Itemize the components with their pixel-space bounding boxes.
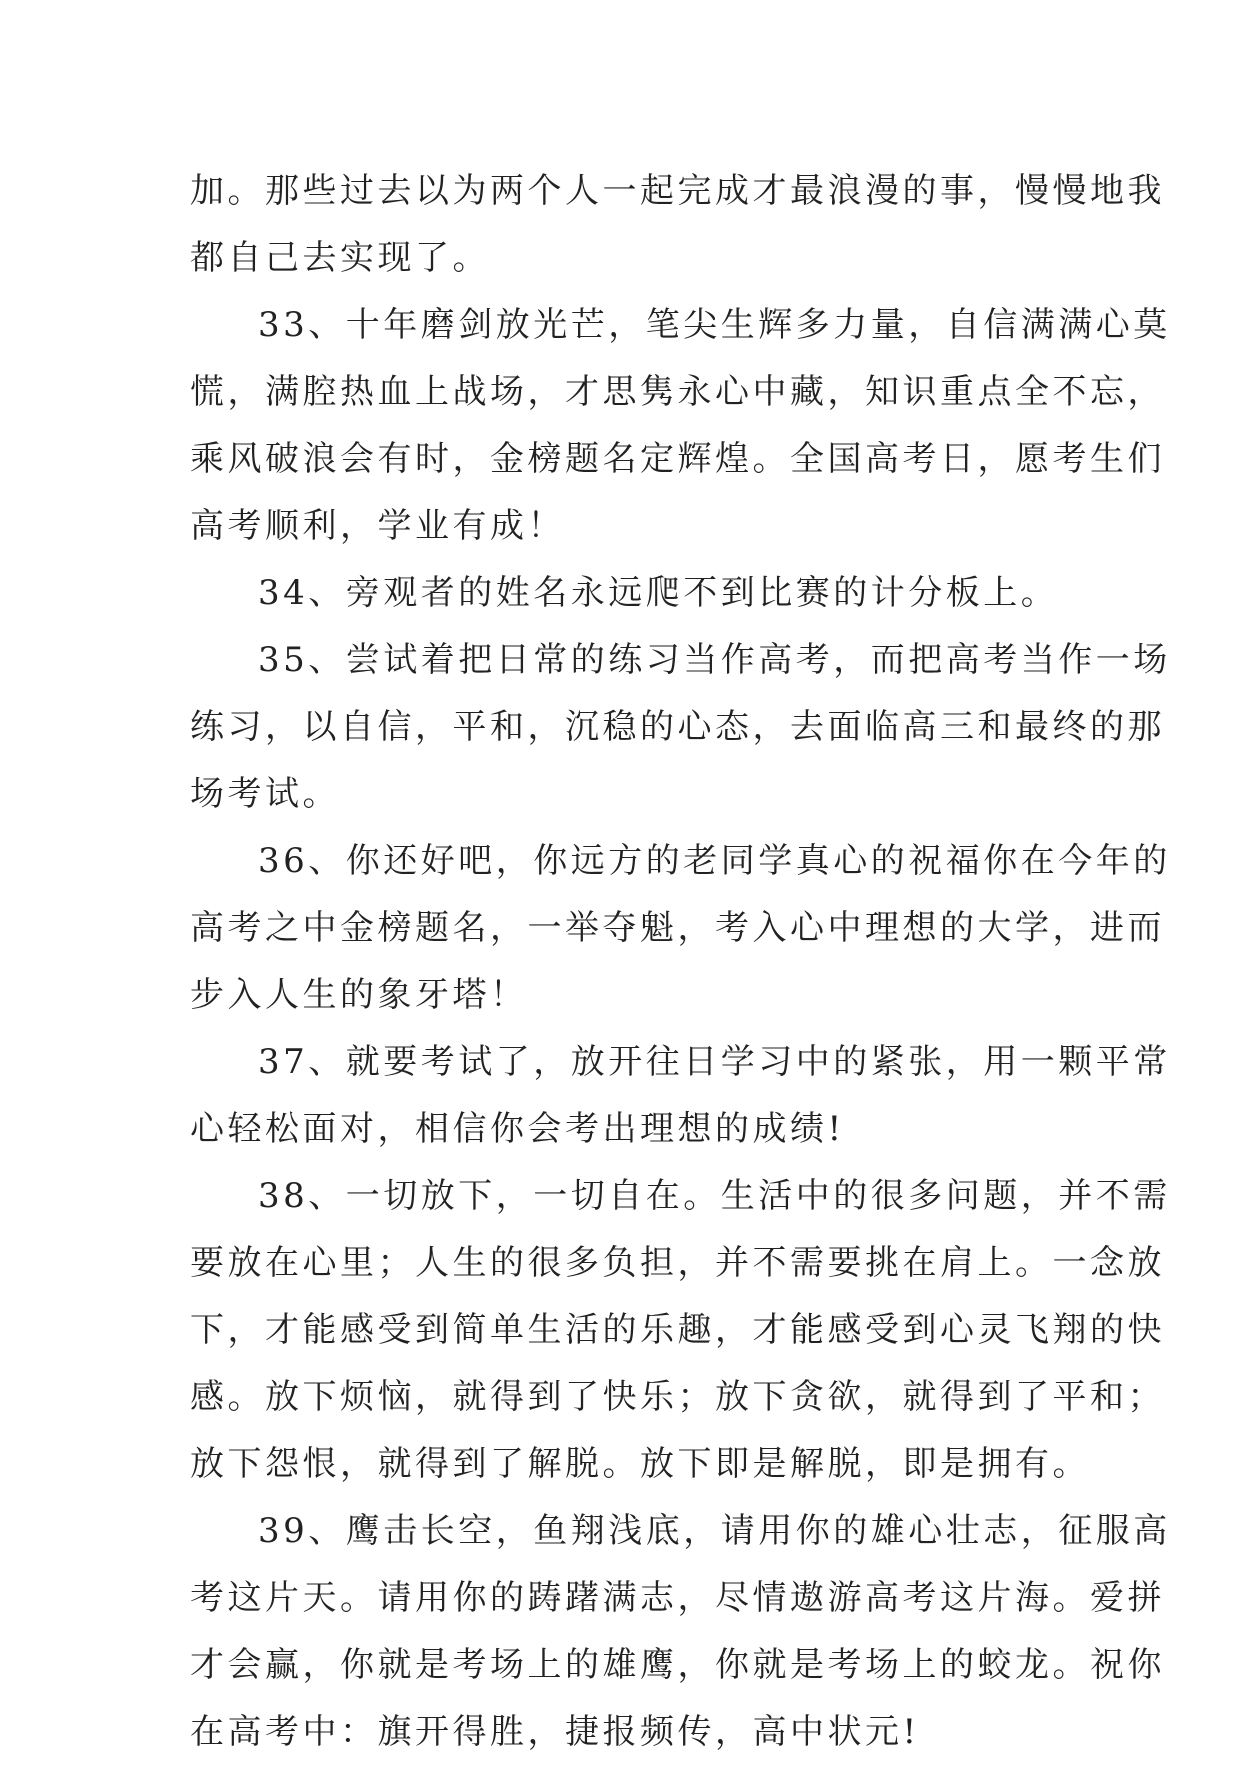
text-line: 都自己去实现了。	[190, 238, 490, 278]
text-line: 心轻松面对，相信你会考出理想的成绩!	[190, 1109, 845, 1149]
text-line: 33、十年磨剑放光芒，笔尖生辉多力量，自信满满心莫	[258, 305, 1171, 345]
text-line: 慌，满腔热血上战场，才思隽永心中藏，知识重点全不忘，	[190, 372, 1165, 412]
text-line: 加。那些过去以为两个人一起完成才最浪漫的事，慢慢地我	[190, 171, 1165, 211]
text-line: 34、旁观者的姓名永远爬不到比赛的计分板上。	[258, 573, 1059, 613]
paragraph-34	[190, 560, 1059, 627]
text-line: 高考之中金榜题名，一举夺魁，考入心中理想的大学，进而	[190, 908, 1165, 948]
text-line: 考这片天。请用你的踌躇满志，尽情遨游高考这片海。爱拼	[190, 1578, 1165, 1618]
text-line: 要放在心里；人生的很多负担，并不需要挑在肩上。一念放	[190, 1243, 1165, 1283]
text-line: 场考试。	[190, 774, 340, 814]
text-line: 才会赢，你就是考场上的雄鹰，你就是考场上的蛟龙。祝你	[190, 1645, 1165, 1685]
text-line: 放下怨恨，就得到了解脱。放下即是解脱，即是拥有。	[190, 1444, 1090, 1484]
paragraph-37	[190, 1029, 1171, 1163]
text-line: 39、鹰击长空，鱼翔浅底，请用你的雄心壮志，征服高	[258, 1511, 1171, 1551]
text-line: 38、一切放下，一切自在。生活中的很多问题，并不需	[258, 1176, 1171, 1216]
paragraph-38	[190, 1163, 1171, 1498]
paragraph-36	[190, 828, 1171, 1029]
text-line: 35、尝试着把日常的练习当作高考，而把高考当作一场	[258, 640, 1171, 680]
text-line: 高考顺利，学业有成！	[190, 506, 565, 546]
text-line: 感。放下烦恼，就得到了快乐；放下贪欲，就得到了平和；	[190, 1377, 1165, 1417]
paragraph-32-continued	[190, 158, 1165, 292]
document-body	[190, 158, 1171, 1766]
paragraph-39	[190, 1498, 1171, 1766]
paragraph-33	[190, 292, 1171, 560]
text-line: 练习，以自信，平和，沉稳的心态，去面临高三和最终的那	[190, 707, 1165, 747]
text-line: 乘风破浪会有时，金榜题名定辉煌。全国高考日，愿考生们	[190, 439, 1165, 479]
text-line: 在高考中：旗开得胜，捷报频传，高中状元!	[190, 1712, 920, 1752]
text-line: 步入人生的象牙塔！	[190, 975, 528, 1015]
paragraph-35	[190, 627, 1171, 828]
text-line: 下，才能感受到简单生活的乐趣，才能感受到心灵飞翔的快	[190, 1310, 1165, 1350]
text-line: 36、你还好吧，你远方的老同学真心的祝福你在今年的	[258, 841, 1171, 881]
text-line: 37、就要考试了，放开往日学习中的紧张，用一颗平常	[258, 1042, 1171, 1082]
